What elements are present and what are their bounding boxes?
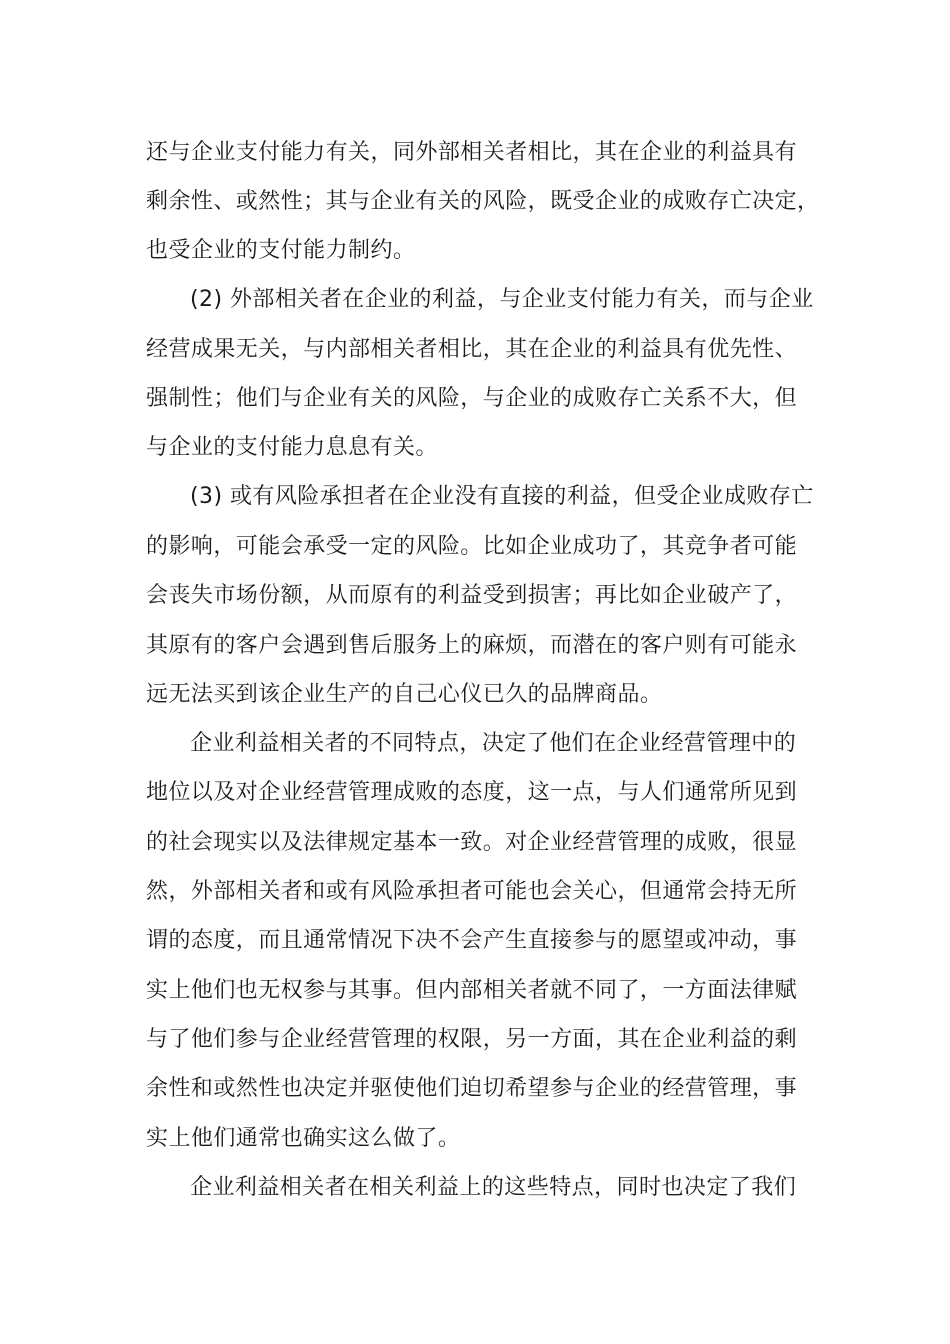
text-line: 实上他们通常也确实这么做了。 (146, 1126, 461, 1151)
text-line: 还与企业支付能力有关，同外部相关者相比，其在企业的利益具有 (146, 140, 798, 165)
text-line: 余性和或然性也决定并驱使他们迫切希望参与企业的经营管理，事 (146, 1076, 798, 1101)
text-line: 远无法买到该企业生产的自己心仪已久的品牌商品。 (146, 682, 663, 707)
text-line: 也受企业的支付能力制约。 (146, 238, 416, 263)
text-line: 强制性；他们与企业有关的风险，与企业的成败存亡关系不大，但 (146, 386, 798, 411)
text-line: 企业利益相关者在相关利益上的这些特点，同时也决定了我们 (190, 1175, 797, 1200)
text-line: (2) 外部相关者在企业的利益，与企业支付能力有关，而与企业 (190, 287, 814, 312)
text-line: 的影响，可能会承受一定的风险。比如企业成功了，其竞争者可能 (146, 534, 798, 559)
text-line: 会丧失市场份额，从而原有的利益受到损害；再比如企业破产了， (146, 583, 798, 608)
text-line: 与企业的支付能力息息有关。 (146, 435, 438, 460)
text-line: 企业利益相关者的不同特点，决定了他们在企业经营管理中的 (190, 731, 797, 756)
text-line: 的社会现实以及法律规定基本一致。对企业经营管理的成败，很显 (146, 830, 798, 855)
text-line: 谓的态度，而且通常情况下决不会产生直接参与的愿望或冲动，事 (146, 928, 798, 953)
text-line: 剩余性、或然性；其与企业有关的风险，既受企业的成败存亡决定， (146, 189, 820, 214)
text-line: 实上他们也无权参与其事。但内部相关者就不同了，一方面法律赋 (146, 978, 798, 1003)
text-line: (3) 或有风险承担者在企业没有直接的利益，但受企业成败存亡 (190, 484, 814, 509)
text-line: 与了他们参与企业经营管理的权限，另一方面，其在企业利益的剩 (146, 1027, 798, 1052)
text-line: 经营成果无关，与内部相关者相比，其在企业的利益具有优先性、 (146, 337, 798, 362)
text-line: 地位以及对企业经营管理成败的态度，这一点，与人们通常所见到 (146, 780, 798, 805)
text-line: 其原有的客户会遇到售后服务上的麻烦，而潜在的客户则有可能永 (146, 633, 798, 658)
text-line: 然，外部相关者和或有风险承担者可能也会关心，但通常会持无所 (146, 879, 798, 904)
